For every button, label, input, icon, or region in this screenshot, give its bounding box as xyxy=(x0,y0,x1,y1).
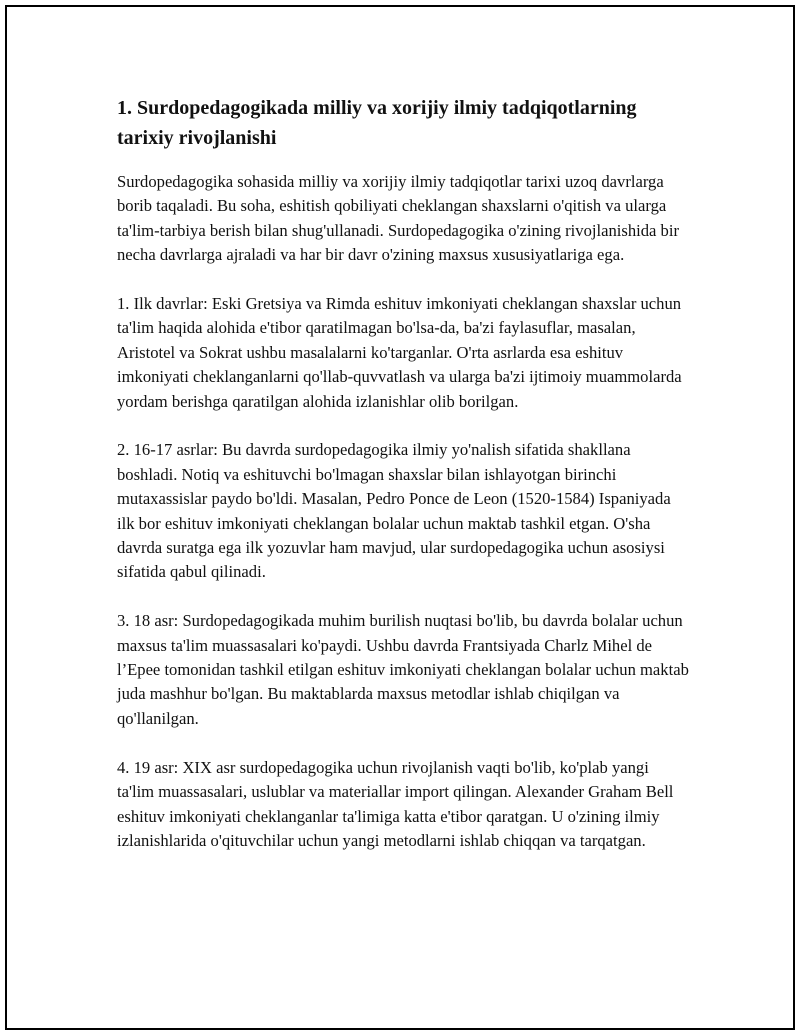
paragraph-18-century: 3. 18 asr: Surdopedagogikada muhim burilish nuqtasi bo'lib, bu davrda bolalar uchun maxsus ta'lim muassasalari ko'paydi. Ushbu davrda Frantsiyada Charlz Mihel de l’Epee tomonidan tashkil etilgan eshituv imkoniyati cheklangan bolalar uchun maktab juda mashhur bo'lgan. Bu maktablarda maxsus metodlar ishlab chiqilgan va qo'llanilgan. xyxy=(117,611,689,728)
document-body xyxy=(117,93,689,878)
document-title: 1. Surdopedagogikada milliy va xorijiy ilmiy tadqiqotlarning tarixiy rivojlanishi xyxy=(117,97,637,149)
paragraph-early-periods: 1. Ilk davrlar: Eski Gretsiya va Rimda eshituv imkoniyati cheklangan shaxslar uchun ta'lim haqida alohida e'tibor qaratilmagan bo'lsa-da, ba'zi faylasuflar, masalan, Aristotel va Sokrat ushbu masalalarni ko'targanlar. O'rta asrlarda esa eshituv imkoniyati cheklanganlarni qo'llab-quvvatlash va ularga ba'zi ijtimoiy muammolarda yordam berishga qaratilgan alohida izlanishlar olib borilgan. xyxy=(117,294,682,411)
paragraph-16-17-centuries: 2. 16-17 asrlar: Bu davrda surdopedagogika ilmiy yo'nalish sifatida shakllana boshladi. Notiq va eshituvchi bo'lmagan shaxslar bilan ishlayotgan birinchi mutaxassislar paydo bo'ldi. Masalan, Pedro Ponce de Leon (1520-1584) Ispaniyada ilk bor eshituv imkoniyati cheklangan bolalar uchun maktab tashkil etgan. O'sha davrda suratga ega ilk yozuvlar ham mavjud, ular surdopedagogika uchun asosiysi sifatida qabul qilinadi. xyxy=(117,440,671,582)
paragraph-intro: Surdopedagogika sohasida milliy va xorijiy ilmiy tadqiqotlar tarixi uzoq davrlarga borib taqaladi. Bu soha, eshitish qobiliyati cheklangan shaxslarni o'qitish va ularga ta'lim-tarbiya berish bilan shug'ullanadi. Surdopedagogika o'zining rivojlanishida bir necha davrlarga ajraladi va har bir davr o'zining maxsus xususiyatlariga ega. xyxy=(117,172,679,265)
paragraph-19-century: 4. 19 asr: XIX asr surdopedagogika uchun rivojlanish vaqti bo'lib, ko'plab yangi ta'lim muassasalari, uslublar va materiallar import qilingan. Alexander Graham Bell eshituv imkoniyati cheklanganlar ta'limiga katta e'tibor qaratgan. U o'zining ilmiy izlanishlarida o'qituvchilar uchun yangi metodlarni ishlab chiqqan va tarqatgan. xyxy=(117,757,674,850)
